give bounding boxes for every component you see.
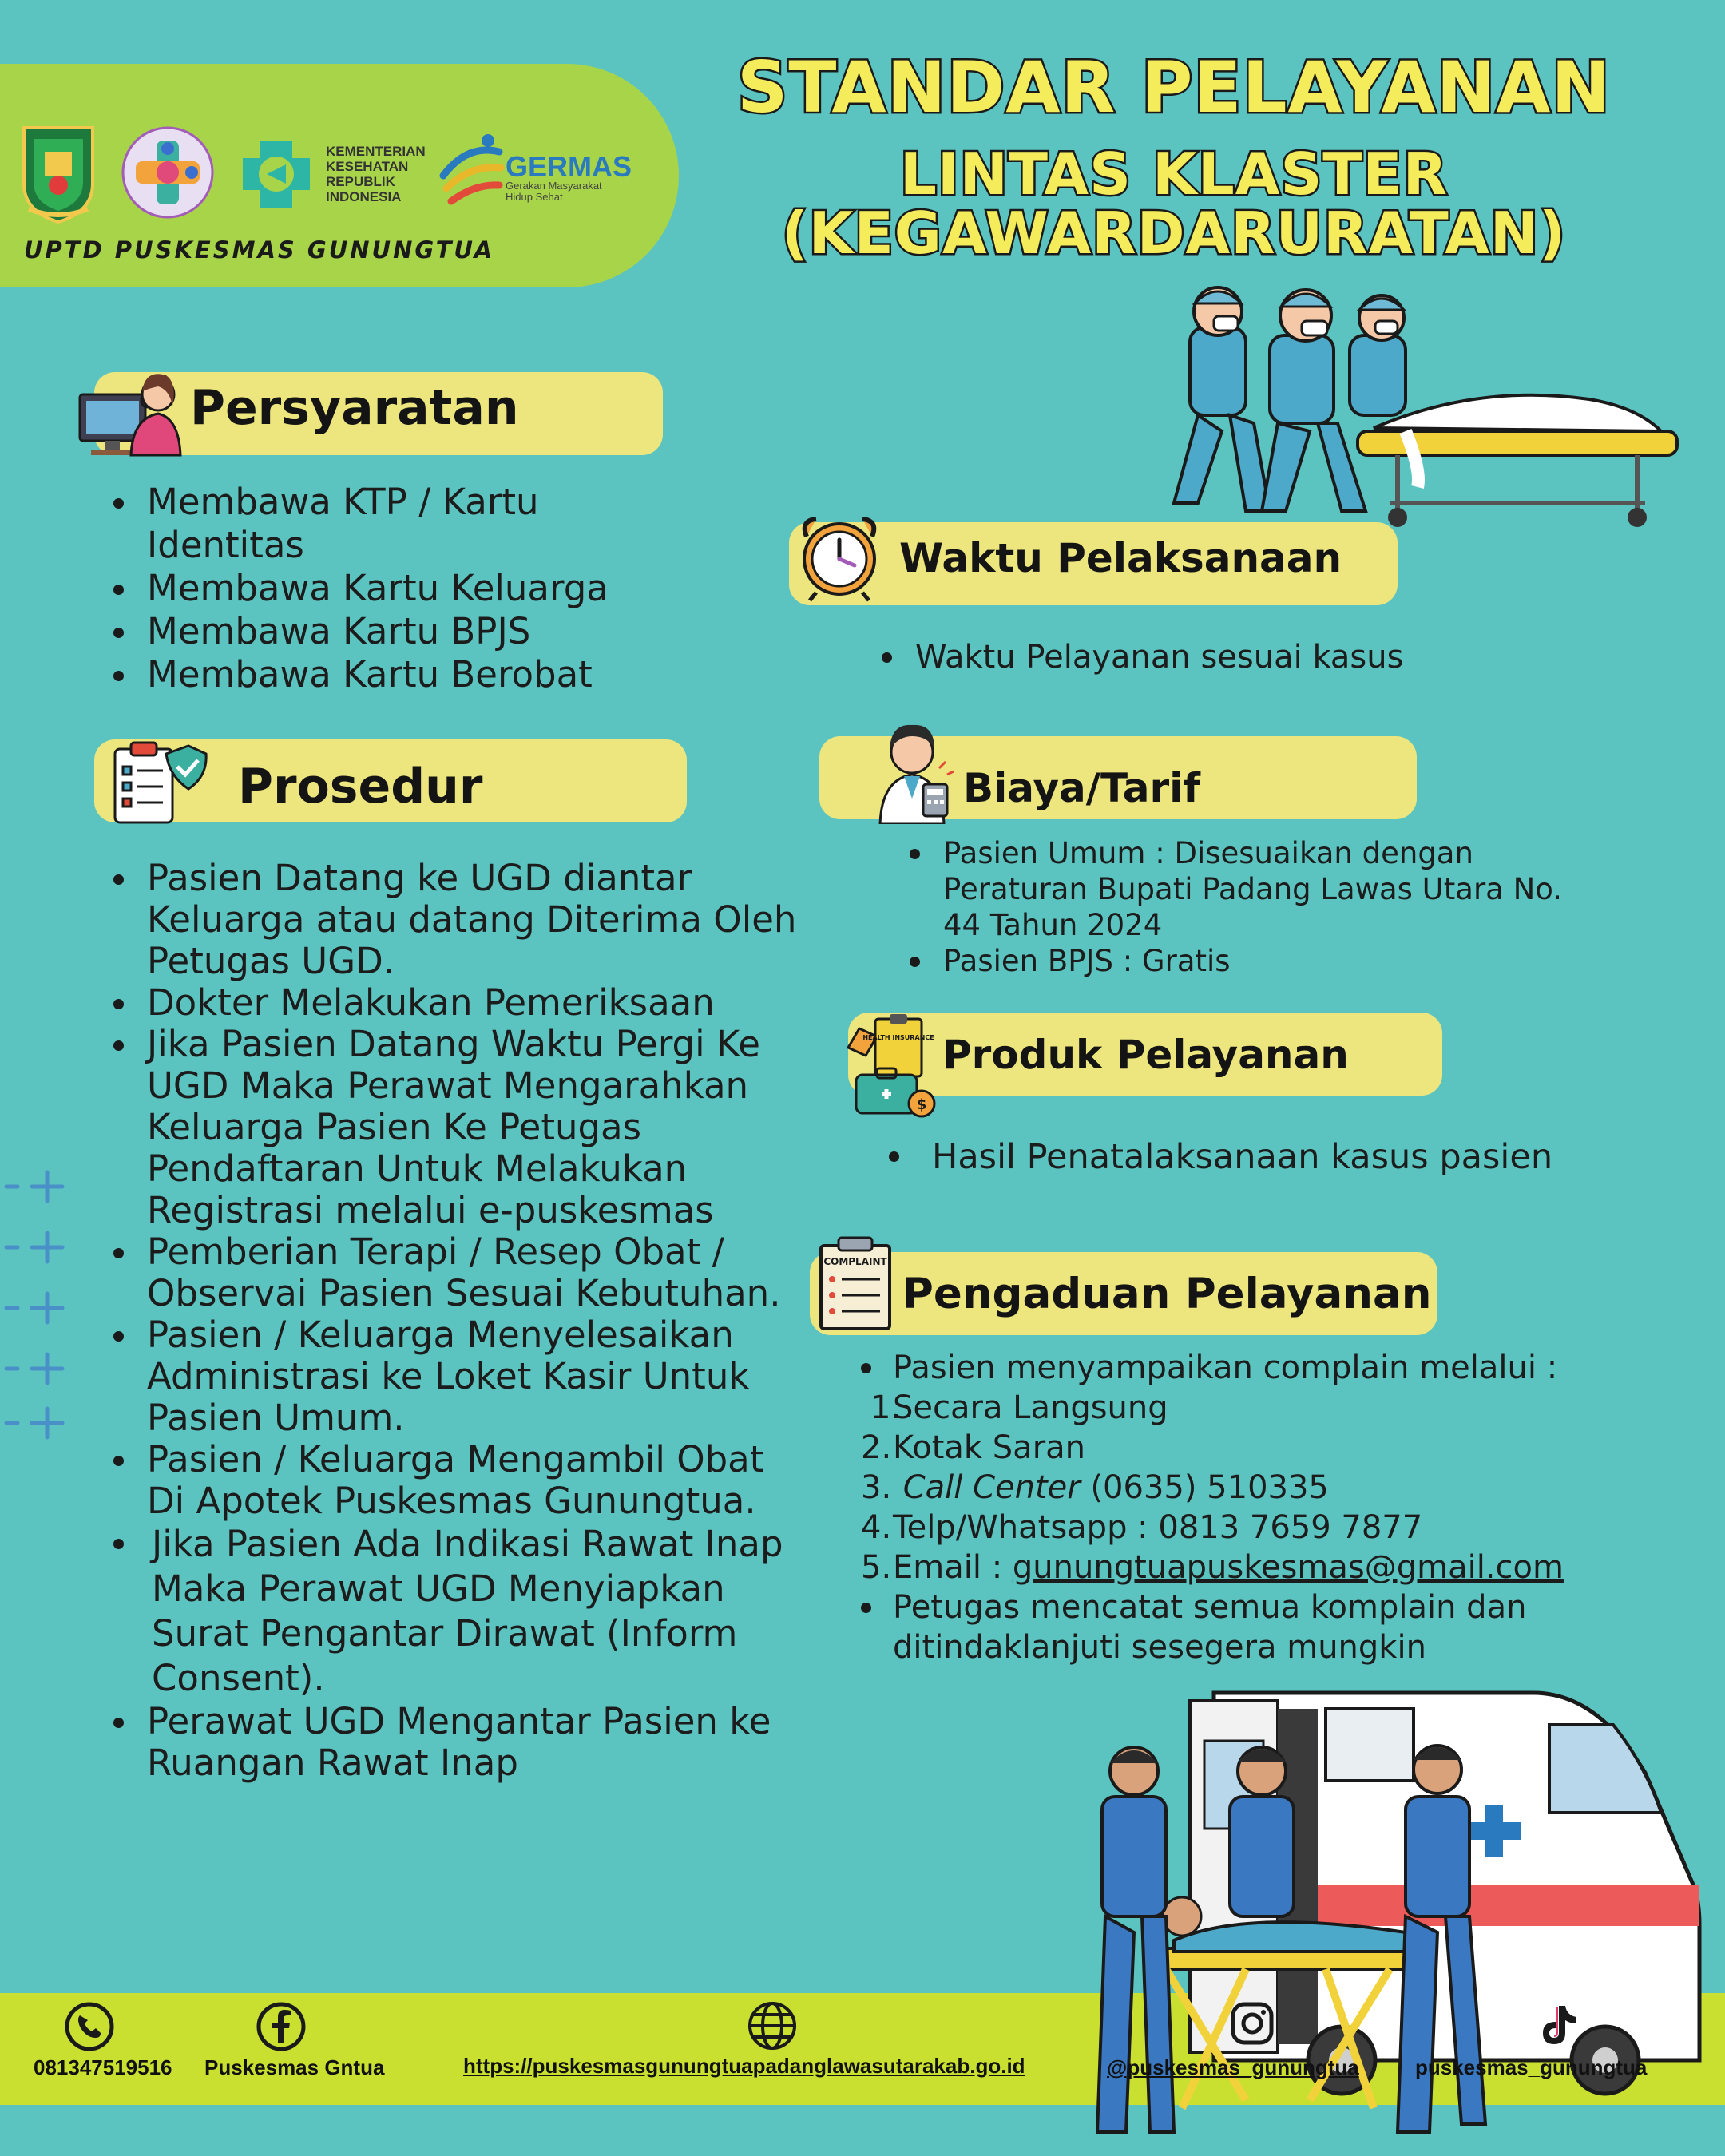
call-center-number: (0635) 510335 — [1080, 1469, 1329, 1506]
biaya-list — [943, 835, 1598, 979]
waktu-list — [915, 637, 1634, 677]
svg-text:$: $ — [916, 1096, 927, 1113]
list-item: Membawa Kartu BPJS — [147, 610, 690, 653]
produk-list — [922, 1135, 1561, 1179]
persyaratan-list — [147, 481, 690, 696]
ambulance-illustration — [1086, 1677, 1709, 2156]
germas-subtitle: Gerakan Masyarakat Hidup Sehat — [506, 180, 602, 203]
footer-instagram[interactable]: @puskesmas_gunungtua — [1107, 2055, 1359, 2079]
list-item: Petugas mencatat semua komplain dan ditindaklanjuti sesegera mungkin — [893, 1587, 1660, 1667]
list-number: 2. — [861, 1429, 892, 1466]
list-number: 4. — [861, 1509, 892, 1546]
list-item: Jika Pasien Ada Indikasi Rawat Inap Maka Perawat UGD Menyiapkan Surat Pengantar Dirawat (Inform Consent). — [147, 1522, 791, 1701]
pengaduan-list — [861, 1348, 1660, 1667]
produk-title: Produk Pelayanan — [942, 1032, 1349, 1078]
plus-decoration — [0, 1166, 72, 1445]
list-item: Pasien Datang ke UGD diantar Keluarga atau datang Diterima Oleh Petugas UGD. — [147, 858, 810, 982]
list-item — [861, 1428, 1660, 1468]
facebook-icon — [256, 2001, 307, 2052]
health-insurance-label: HEALTH INSURANCE — [862, 1034, 934, 1041]
customer-service-icon — [75, 359, 183, 459]
kemenkes-text: KEMENTERIAN KESEHATAN REPUBLIK INDONESIA — [326, 144, 426, 204]
list-item: Membawa Kartu Berobat — [147, 653, 690, 696]
list-item — [861, 1508, 1660, 1548]
waktu-title: Waktu Pelaksanaan — [899, 535, 1342, 581]
list-item — [870, 1388, 1660, 1428]
globe-icon — [746, 1999, 799, 2052]
instagram-icon — [1228, 1999, 1276, 2047]
prosedur-title: Prosedur — [238, 759, 483, 814]
list-item — [922, 1135, 1561, 1179]
phone-icon — [64, 2001, 115, 2052]
list-item: Pasien / Keluarga Menyelesaikan Administrasi ke Loket Kasir Untuk Pasien Umum. — [147, 1314, 810, 1439]
list-item-text: Hasil Penatalaksanaan kasus pasien — [932, 1137, 1553, 1177]
prosedur-list — [147, 858, 810, 1784]
list-item: Membawa Kartu Keluarga — [147, 567, 690, 610]
regency-emblem-logo — [18, 120, 99, 224]
complaint-clipboard-icon — [816, 1235, 894, 1334]
biaya-title: Biaya/Tarif — [963, 765, 1200, 811]
clock-icon — [795, 513, 883, 602]
list-item: Pasien menyampaikan complain melalui : — [893, 1348, 1660, 1388]
list-item — [861, 1468, 1660, 1508]
cashier-doctor-icon — [867, 712, 957, 824]
germas-text: GERMAS — [506, 150, 632, 183]
list-item — [861, 1548, 1660, 1587]
page-title: STANDAR PELAYANAN — [736, 46, 1612, 129]
footer-tiktok[interactable]: puskesmas_gunungtua — [1415, 2055, 1648, 2079]
footer-website-link[interactable]: https://puskesmasgunungtuapadanglawasutarakab.go.id — [463, 2054, 1025, 2078]
persyaratan-title: Persyaratan — [190, 380, 519, 436]
list-item: Jika Pasien Datang Waktu Pergi Ke UGD Maka Perawat Mengarahkan Keluarga Pasien Ke Petugas Pendaftaran Untuk Melakukan Registrasi melalui e-puskesmas — [147, 1024, 810, 1231]
list-item-text: Kotak Saran — [893, 1429, 1085, 1466]
pengaduan-title: Pengaduan Pelayanan — [902, 1270, 1432, 1318]
list-item: Pemberian Terapi / Resep Obat / Observai Pasien Sesuai Kebutuhan. — [147, 1231, 810, 1314]
organization-name: UPTD PUSKESMAS GUNUNGTUA — [24, 236, 495, 264]
list-number: 5. — [861, 1549, 892, 1586]
list-item: Pasien / Keluarga Mengambil Obat Di Apotek Puskesmas Gunungtua. — [147, 1439, 810, 1522]
kemenkes-logo — [236, 134, 316, 214]
complaint-label: COMPLAINT — [823, 1256, 887, 1267]
puskesmas-logo — [120, 125, 216, 220]
list-item: Pasien BPJS : Gratis — [943, 943, 1598, 979]
clipboard-checklist-icon — [109, 738, 212, 827]
list-item: Membawa KTP / Kartu Identitas — [147, 481, 690, 567]
call-center-label: Call Center — [902, 1469, 1081, 1506]
list-number: 1. — [870, 1389, 902, 1426]
footer-phone[interactable]: 081347519516 — [34, 2055, 172, 2079]
list-item-text: Telp/Whatsapp : 0813 7659 7877 — [893, 1509, 1423, 1546]
email-label: Email : — [893, 1549, 1013, 1586]
list-item: Waktu Pelayanan sesuai kasus — [915, 637, 1634, 677]
nurses-stretcher-illustration — [1142, 271, 1685, 535]
list-number: 3. — [861, 1469, 892, 1506]
page-subtitle-1: LINTAS KLASTER — [899, 141, 1449, 208]
tiktok-icon — [1538, 2003, 1580, 2047]
footer-facebook[interactable]: Puskesmas Gntua — [204, 2055, 385, 2079]
page-subtitle-2: (KEGAWARDARURATAN) — [781, 200, 1567, 267]
email-link[interactable]: gunungtuapuskesmas@gmail.com — [1012, 1549, 1564, 1586]
health-insurance-icon — [845, 1013, 939, 1121]
list-item: Dokter Melakukan Pemeriksaan — [147, 982, 810, 1024]
list-item: Pasien Umum : Disesuaikan dengan Peraturan Bupati Padang Lawas Utara No. 44 Tahun 2024 — [943, 835, 1598, 943]
list-item: Perawat UGD Mengantar Pasien ke Ruangan Rawat Inap — [147, 1701, 810, 1784]
list-item-text: Secara Langsung — [893, 1389, 1168, 1426]
